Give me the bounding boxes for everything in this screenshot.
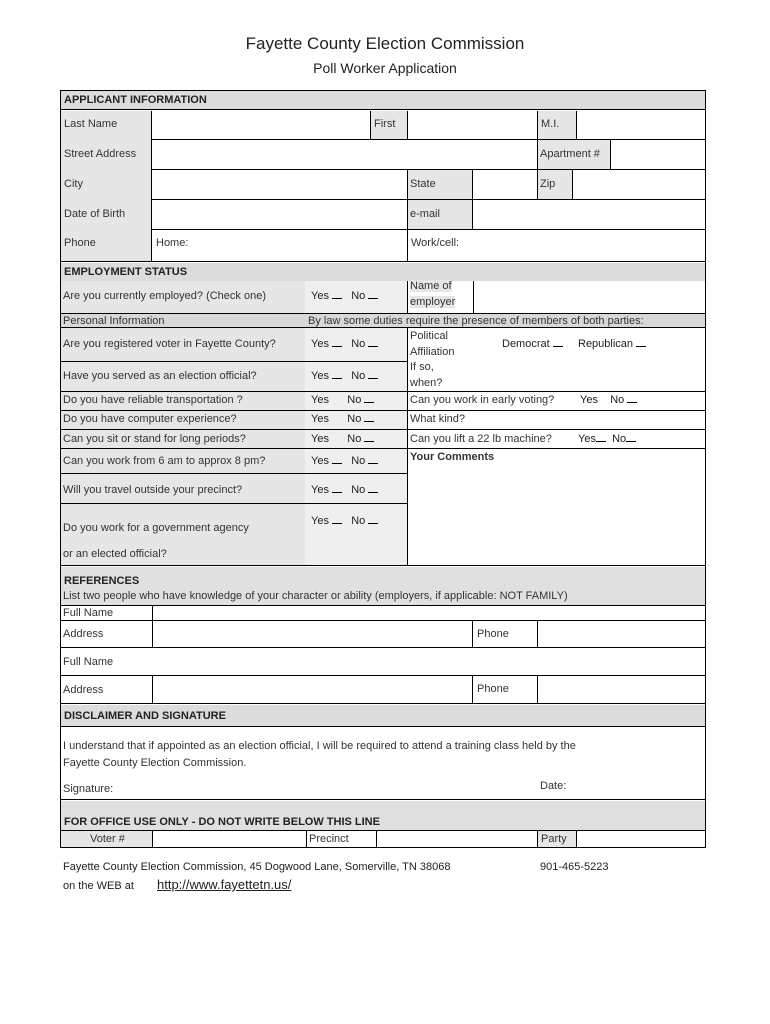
q-lift: Can you lift a 22 lb machine? (410, 433, 552, 445)
personal-info-title: Personal Information (63, 315, 165, 327)
email-field[interactable] (474, 200, 705, 229)
office-section-header: FOR OFFICE USE ONLY - DO NOT WRITE BELOW THIS LINE (64, 816, 380, 828)
q-employed: Are you currently employed? (Check one) (63, 290, 266, 302)
city-label: City (64, 178, 83, 190)
street-field[interactable] (153, 140, 536, 169)
registered-yes-no[interactable]: Yes No (311, 338, 378, 350)
last-name-label: Last Name (64, 118, 118, 130)
q-government-1: Do you work for a government agency (63, 522, 249, 534)
q-hours: Can you work from 6 am to approx 8 pm? (63, 455, 266, 467)
first-name-field[interactable] (409, 111, 536, 139)
ref2-full-name-label: Full Name (63, 656, 114, 668)
employed-yes-no[interactable]: Yes No (311, 290, 378, 302)
page-title: Fayette County Election Commission (245, 34, 525, 53)
city-field[interactable] (153, 170, 406, 199)
party-field[interactable] (577, 831, 705, 847)
government-yes-no[interactable]: Yes No (311, 515, 378, 527)
republican-option[interactable]: Republican (578, 338, 646, 350)
footer-address: Fayette County Election Commission, 45 Dogwood Lane, Somerville, TN 38068 (63, 861, 451, 873)
sit-yes-no[interactable]: Yes No (311, 433, 374, 445)
both-parties-note: By law some duties require the presence of members of both parties: (308, 315, 644, 327)
employer-label-2: employer (410, 296, 456, 308)
computer-yes-no[interactable]: Yes No (311, 413, 374, 425)
transport-yes-no[interactable]: Yes No (311, 394, 374, 406)
q-travel: Will you travel outside your precinct? (63, 484, 243, 496)
work-phone-field[interactable]: Work/cell: (411, 237, 460, 249)
ref2-phone-field[interactable] (537, 676, 705, 703)
signature-field[interactable] (120, 778, 520, 798)
footer-web-prefix: on the WEB at (63, 880, 134, 892)
references-instruction: List two people who have knowledge of your character or ability (employers, if applicable: NOT FAMILY) (63, 590, 568, 602)
employer-label-1: Name of (410, 280, 452, 292)
q-early-voting: Can you work in early voting? (410, 394, 555, 406)
signature-label: Signature: (63, 783, 114, 795)
comments-field[interactable] (408, 466, 704, 564)
street-label: Street Address (64, 148, 137, 160)
q-served: Have you served as an election official? (63, 370, 257, 382)
ref1-address-label: Address (63, 628, 104, 640)
lift-yes-no[interactable]: Yes No (578, 433, 636, 445)
precinct-field[interactable] (377, 831, 536, 847)
references-section-header: REFERENCES (64, 575, 140, 587)
democrat-option[interactable]: Democrat (502, 338, 563, 350)
date-label: Date: (540, 780, 567, 792)
ref1-full-name-label: Full Name (63, 607, 114, 619)
q-sit-stand: Can you sit or stand for long periods? (63, 433, 246, 445)
voter-number-field[interactable] (153, 831, 306, 847)
state-field[interactable] (474, 170, 536, 199)
footer-website-link[interactable]: http://www.fayettetn.us/ (157, 877, 292, 892)
disclaimer-section-header: DISCLAIMER AND SIGNATURE (61, 705, 705, 727)
state-label: State (410, 178, 436, 190)
dob-label: Date of Birth (64, 208, 126, 220)
q-computer: Do you have computer experience? (63, 413, 237, 425)
political-label-2: Affiliation (410, 346, 455, 358)
last-name-field[interactable] (153, 111, 369, 139)
hours-yes-no[interactable]: Yes No (311, 455, 378, 467)
ref1-address-field[interactable] (153, 621, 473, 647)
zip-field[interactable] (574, 170, 705, 199)
q-government-2: or an elected official? (63, 548, 167, 560)
comments-label: Your Comments (410, 451, 495, 463)
travel-yes-no[interactable]: Yes No (311, 484, 378, 496)
q-registered: Are you registered voter in Fayette County? (63, 338, 276, 350)
phone-label: Phone (64, 237, 96, 249)
voter-number-label: Voter # (90, 833, 125, 845)
what-kind-label: What kind? (410, 413, 466, 425)
ref2-phone-label: Phone (477, 683, 509, 695)
disclaimer-text-1: I understand that if appointed as an election official, I will be required to attend a training class held by the (63, 740, 576, 752)
applicant-section-header: APPLICANT INFORMATION (61, 91, 705, 110)
footer-phone: 901-465-5223 (540, 861, 609, 873)
ref2-address-label: Address (63, 684, 104, 696)
disclaimer-text-2: Fayette County Election Commission. (63, 757, 247, 769)
early-yes-no[interactable]: Yes No (580, 394, 637, 406)
email-label: e-mail (410, 208, 440, 220)
ref1-phone-label: Phone (477, 628, 509, 640)
dob-field[interactable] (153, 200, 406, 229)
date-field[interactable] (572, 776, 702, 796)
precinct-label: Precinct (309, 833, 349, 845)
apartment-label: Apartment # (540, 148, 600, 160)
apartment-field[interactable] (612, 140, 705, 169)
zip-label: Zip (540, 178, 556, 190)
ref2-address-field[interactable] (153, 676, 473, 703)
home-phone-field[interactable]: Home: (156, 237, 189, 249)
ref1-phone-field[interactable] (537, 621, 705, 647)
if-so-label-2: when? (410, 377, 443, 389)
if-so-label-1: If so, (410, 361, 434, 373)
mi-label: M.I. (541, 118, 560, 130)
page-subtitle: Poll Worker Application (313, 60, 457, 76)
political-label-1: Political (410, 330, 448, 342)
q-transport: Do you have reliable transportation ? (63, 394, 243, 406)
party-label: Party (541, 833, 567, 845)
mi-field[interactable] (578, 111, 705, 139)
employment-section-header: EMPLOYMENT STATUS (61, 263, 705, 281)
first-name-label: First (374, 118, 396, 130)
served-yes-no[interactable]: Yes No (311, 370, 378, 382)
